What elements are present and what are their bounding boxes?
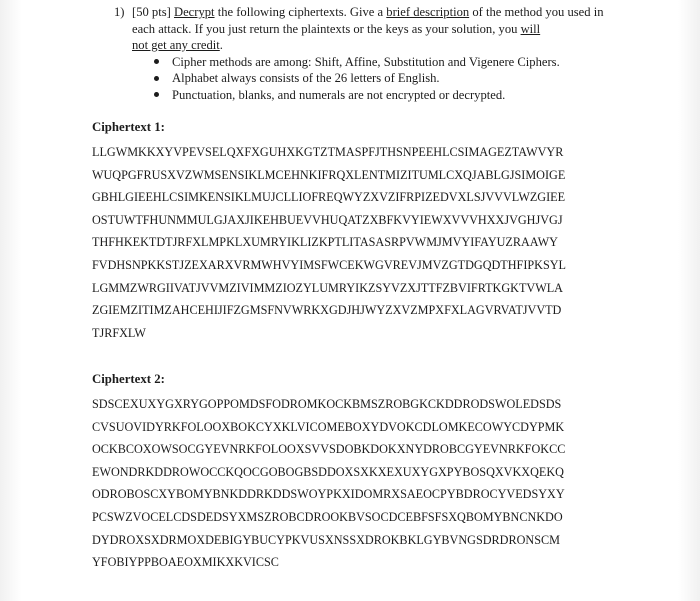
decrypt-underlined: Decrypt: [173, 5, 215, 19]
will-underlined: will: [520, 21, 541, 36]
ciphertext-line: FVDHSNPKKSTJZEXARXVRMWHVYIMSFWCEKWGVREVJMVZGTDGQDTHFIPKSYL: [92, 257, 566, 272]
ciphertext-line: THFHKEKTDTJRFXLMPKLXUMRYIKLIZKPTLITASASRPVWMJMVYIFAYUZRAAWY: [92, 235, 558, 250]
bullet-icon: [154, 59, 159, 64]
ciphertext-1-block: [92, 119, 632, 344]
question-number: 1): [114, 5, 125, 19]
question-1: [114, 4, 614, 103]
ciphertext-line: ZGIEMZITIMZAHCEHIJIFZGMSFNVWRKXGDJHJWYZXVZMPXFXLAGVRVATJVVTD: [92, 303, 562, 318]
ciphertext-2-block: [92, 371, 632, 574]
rule-item: [154, 87, 614, 104]
ciphertext-line: SDSCEXUXYGXRYGOPPOMDSFODROMKOCKBMSZROBGKCKDDRODSWOLEDSDS: [92, 397, 562, 411]
page-shadow-right: [678, 0, 700, 601]
rule-item: [154, 70, 614, 87]
question-period: .: [219, 38, 223, 52]
ciphertext-line: DYDROXSXDRMOXDEBIGYBUCYPKVUSXNSSXDROKBKLGYBVNGSDRDRONSCM: [92, 532, 560, 547]
ciphertext-line: PCSWZVOCELCDSDEDSYXMSZROBCDROOKBVSOCDCEBFSFSXQBOMYBNCNKDO: [92, 509, 563, 524]
brief-description-underlined: brief description: [386, 5, 470, 19]
ciphertext-line: GBHLGIEEHLCSIMKENSIKLMUJCLLIOFREQWYZXVZIFRPIZEDVXLSJVVVLWZGIEE: [92, 190, 566, 205]
no-credit-underlined: not get any credit: [132, 38, 220, 52]
bullet-icon: [154, 76, 159, 81]
ciphertext-line: TJRFXLW: [92, 325, 146, 340]
question-text: [132, 4, 614, 54]
ciphertext-1-title: Ciphertext 1:: [92, 120, 165, 134]
ciphertext-line: LGMMZWRGIIVATJVVMZIVIMMZIOZYLUMRYIKZSYVZXJTTFZBVIFRTKGKTVWLA: [92, 280, 563, 295]
page-shadow-left: [0, 0, 22, 601]
ciphertext-line: CVSUOVIDYRKFOLOOXBOKCYXKLVICOMEBOXYDVOKCDLOMKECOWYCDYPMK: [92, 419, 565, 434]
rules-list: [114, 54, 614, 104]
rule-text: Punctuation, blanks, and numerals are not encrypted or decrypted.: [172, 87, 506, 102]
ciphertext-2-title: Ciphertext 2:: [92, 372, 165, 386]
ciphertext-line: LLGWMKKXYVPEVSELQXFXGUHXKGTZTMASPFJTHSNPEEHLCSIMAGEZTAWVYR: [92, 145, 564, 159]
rule-item: [154, 54, 614, 71]
question-points: [50 pts]: [132, 5, 171, 19]
ciphertext-line: OCKBCOXOWSOCGYEVNRKFOLOOXSVVSDOBKDOKXNYDROBCGYEVNRKFOKCC: [92, 442, 566, 457]
rule-text: Cipher methods are among: Shift, Affine, Substitution and Vigenere Ciphers.: [172, 54, 560, 69]
question-intro: the following ciphertexts. Give a: [214, 5, 387, 19]
ciphertext-line: EWONDRKDDROWOCCKQOCGOBOGBSDDOXSXKXEXUXYGXPYBOSQXVKXQEKQ: [92, 464, 564, 479]
ciphertext-line: WUQPGFRUSXVZWMSENSIKLMCEHNKIFRQXLENTMIZITUMLCXQJABLGJSIMOIGE: [92, 167, 566, 182]
bullet-icon: [154, 92, 159, 97]
rule-text: Alphabet always consists of the 26 letters of English.: [172, 71, 440, 85]
ciphertext-line: YFOBIYPPBOAEOXMIKXKVICSC: [92, 555, 279, 570]
ciphertext-line: OSTUWTFHUNMMULGJAXJIKEHBUEVVHUQATZXBFKVYIEWXVVVHXXJVGHJVGJ: [92, 212, 563, 227]
ciphertext-line: ODROBOSCXYBOMYBNKDDRKDDSWOYPKXIDOMRXSAEOCPYBDROCYVEDSYXY: [92, 487, 565, 502]
question-intro-tail: of the method you used in each attack. If you just return the plaintexts or the keys as your solution, you: [132, 5, 604, 36]
